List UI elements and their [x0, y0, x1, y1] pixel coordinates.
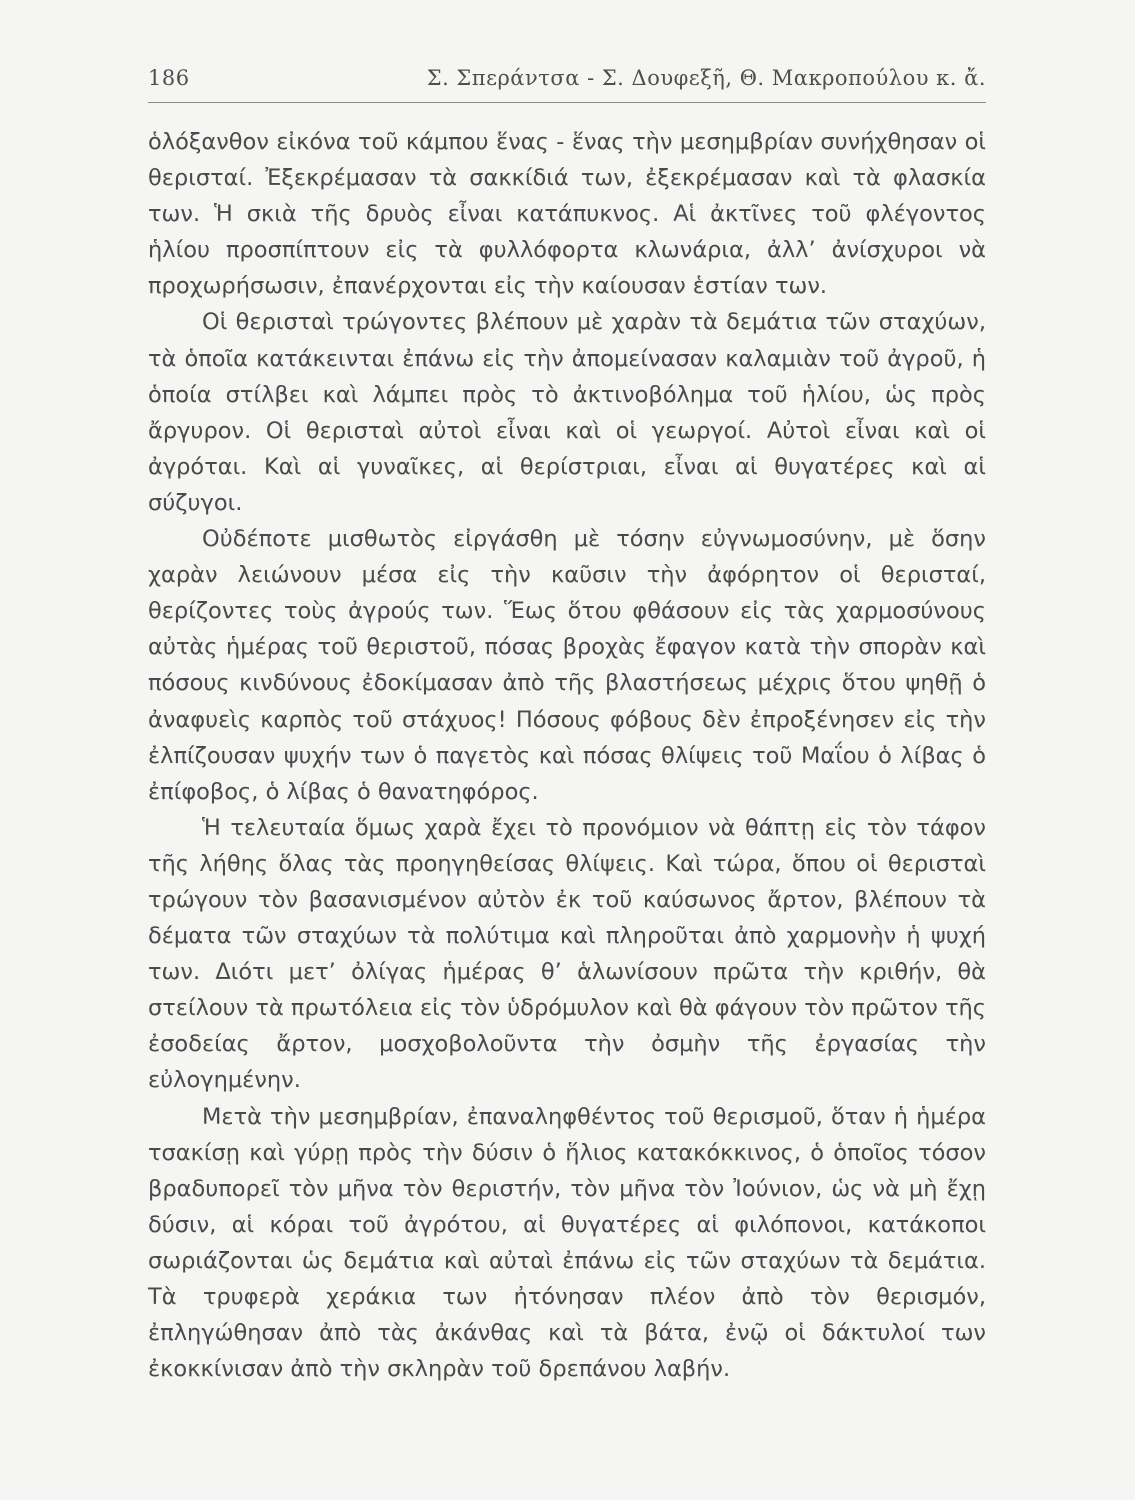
- body-text: [148, 124, 986, 1387]
- page-number: 186: [148, 66, 190, 90]
- running-head: Σ. Σπεράντσα - Σ. Δουφεξῆ, Θ. Μακροπούλου κ. ἄ.: [426, 66, 986, 90]
- page-header: [148, 62, 986, 103]
- paragraph: Ἡ τελευταία ὅμως χαρὰ ἔχει τὸ προνόμιον νὰ θάπτῃ εἰς τὸν τάφον τῆς λήθης ὅλας τὰς προηγηθείσας θλίψεις. Καὶ τώρα, ὅπου οἱ θερισταὶ τρώγουν τὸν βασανισμένον αὐτὸν ἐκ τοῦ καύσωνος ἄρτον, βλέπουν τὰ δέματα τῶν σταχύων τὰ πολύτιμα καὶ πληροῦται ἀπὸ χαρμονὴν ἡ ψυχή των. Διότι μετ’ ὀλίγας ἡμέρας θ’ ἁλωνίσουν πρῶτα τὴν κριθήν, θὰ στείλουν τὰ πρωτόλεια εἰς τὸν ὑδρόμυλον καὶ θὰ φάγουν τὸν πρῶτον τῆς ἐσοδείας ἄρτον, μοσχοβολοῦντα τὴν ὀσμὴν τῆς ἐργασίας τὴν εὐλογημένην.: [148, 814, 986, 1094]
- paragraph: Οὐδέποτε μισθωτὸς εἰργάσθη μὲ τόσην εὐγνωμοσύνην, μὲ ὅσην χαρὰν λειώνουν μέσα εἰς τὴν καῦσιν τὴν ἀφόρητον οἱ θερισταί, θερίζοντες τοὺς ἀγρούς των. Ἕως ὅτου φθάσουν εἰς τὰς χαρμοσύνους αὐτὰς ἡμέρας τοῦ θεριστοῦ, πόσας βροχὰς ἔφαγον κατὰ τὴν σπορὰν καὶ πόσους κινδύνους ἐδοκίμασαν ἀπὸ τῆς βλαστήσεως μέχρις ὅτου ψηθῇ ὁ ἀναφυεὶς καρπὸς τοῦ στάχυος! Πόσους φόβους δὲν ἐπροξένησεν εἰς τὴν ἐλπίζουσαν ψυχήν των ὁ παγετὸς καὶ πόσας θλίψεις τοῦ Μαΐου ὁ λίβας ὁ ἐπίφοβος, ὁ λίβας ὁ θανατηφόρος.: [148, 526, 986, 805]
- paragraph: Μετὰ τὴν μεσημβρίαν, ἐπαναληφθέντος τοῦ θερισμοῦ, ὅταν ἡ ἡμέρα τσακίσῃ καὶ γύρῃ πρὸς τὴν δύσιν ὁ ἥλιος κατακόκκινος, ὁ ὁποῖος τόσον βραδυπορεῖ τὸν μῆνα τὸν θεριστήν, τὸν μῆνα τὸν Ἰούνιον, ὡς νὰ μὴ ἔχῃ δύσιν, αἱ κόραι τοῦ ἀγρότου, αἱ θυγατέρες αἱ φιλόπονοι, κατάκοποι σωριάζονται ὡς δεμάτια καὶ αὐταὶ ἐπάνω εἰς τῶν σταχύων τὰ δεμάτια. Τὰ τρυφερὰ χεράκια των ἠτόνησαν πλέον ἀπὸ τὸν θερισμόν, ἐπληγώθησαν ἀπὸ τὰς ἀκάνθας καὶ τὰ βάτα, ἐνῷ οἱ δάκτυλοί των ἐκοκκίνισαν ἀπὸ τὴν σκληρὰν τοῦ δρεπάνου λαβήν.: [148, 1103, 986, 1383]
- paragraph: ὁλόξανθον εἰκόνα τοῦ κάμπου ἕνας - ἕνας τὴν μεσημβρίαν συνήχθησαν οἱ θερισταί. Ἐξεκρέμασαν τὰ σακκίδιά των, ἐξεκρέμασαν καὶ τὰ φλασκία των. Ἡ σκιὰ τῆς δρυὸς εἶναι κατάπυκνος. Αἱ ἀκτῖνες τοῦ φλέγοντος ἡλίου προσπίπτουν εἰς τὰ φυλλόφορτα κλωνάρια, ἀλλ’ ἀνίσχυροι νὰ προχωρήσωσιν, ἐπανέρχονται εἰς τὴν καίουσαν ἑστίαν των.: [148, 129, 986, 300]
- paragraph: Οἱ θερισταὶ τρώγοντες βλέπουν μὲ χαρὰν τὰ δεμάτια τῶν σταχύων, τὰ ὁποῖα κατάκεινται ἐπάνω εἰς τὴν ἀπομείνασαν καλαμιὰν τοῦ ἀγροῦ, ἡ ὁποία στίλβει καὶ λάμπει πρὸς τὸ ἀκτινοβόλημα τοῦ ἡλίου, ὡς πρὸς ἄργυρον. Οἱ θερισταὶ αὐτοὶ εἶναι καὶ οἱ γεωργοί. Αὐτοὶ εἶναι καὶ οἱ ἀγρόται. Καὶ αἱ γυναῖκες, αἱ θερίστριαι, εἶναι αἱ θυγατέρες καὶ αἱ σύζυγοι.: [148, 309, 986, 516]
